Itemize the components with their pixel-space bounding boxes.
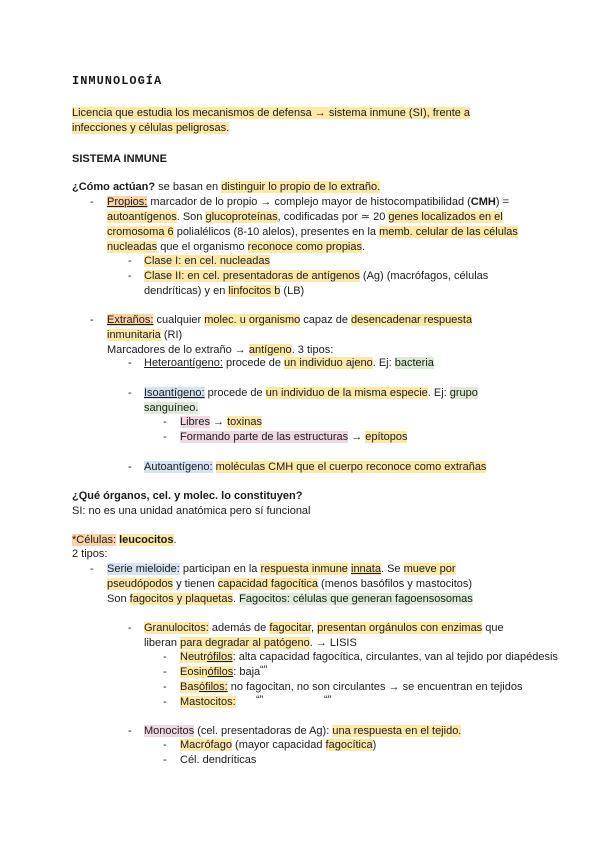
intro-line-1 — [72, 106, 470, 120]
text: mueve por — [403, 563, 456, 575]
text: inmunitaria — [107, 329, 161, 341]
bullet-dash: - — [163, 651, 167, 663]
bullet-dash: - — [163, 696, 167, 708]
text: memb. celular de las células — [379, 226, 518, 238]
extranos-line-1 — [107, 313, 472, 327]
text: liberan — [144, 637, 181, 649]
question-label: ¿Cómo actúan? — [72, 181, 156, 193]
text: toxinas — [227, 416, 262, 428]
text: Clase II: — [144, 270, 185, 282]
text: procede de — [222, 357, 285, 369]
text: autoantígenos — [107, 211, 177, 223]
text: . Son — [176, 211, 206, 223]
propios-line-4 — [107, 240, 365, 254]
text: Fagocitos: células que generan fagoensosomas — [239, 593, 473, 605]
text: . Ej: — [372, 357, 395, 369]
bullet-dash: - — [90, 314, 94, 326]
text: . — [173, 534, 177, 546]
bullet-dash: - — [128, 461, 132, 473]
text: Clase I: — [144, 255, 182, 267]
bullet-dash: - — [128, 622, 132, 634]
text: polialélicos (8-10 alelos), presentes en la — [173, 226, 380, 238]
text: Formando parte de las estructuras — [180, 431, 349, 443]
extranos-line-2 — [107, 328, 182, 342]
intro-line-2 — [72, 121, 229, 135]
text: , codificadas por ≃ 20 — [277, 211, 389, 223]
text: fagocitar — [269, 622, 311, 634]
text: capaz de — [300, 314, 351, 326]
granulocitos-line-1 — [144, 621, 504, 635]
bullet-dash: - — [90, 563, 94, 575]
neutrofilos-line — [180, 650, 558, 664]
intro-text: Licencia que estudia los mecanismos de defensa → sistema inmune (SI), frente a — [72, 107, 471, 119]
text: ófilos: — [198, 681, 228, 693]
text: innata — [351, 563, 381, 575]
text: Autoantígeno: — [144, 461, 213, 473]
macrofago-line — [180, 738, 376, 752]
bullet-dash: - — [128, 357, 132, 369]
text: Mastocitos: — [180, 696, 236, 708]
text: moléculas CMH que el cuerpo reconoce como extrañas — [215, 461, 487, 473]
text: fagocitos y plaquetas — [129, 593, 233, 605]
cells-line — [72, 533, 177, 547]
mieloide-line-2 — [107, 577, 472, 591]
text: reconoce como propias — [247, 241, 362, 253]
text: Isoantígeno: — [144, 387, 205, 399]
question-how-act — [72, 180, 380, 194]
propios-label: Propios: — [107, 196, 148, 208]
text: pseudópodos — [107, 578, 174, 590]
bullet-dash: - — [128, 255, 132, 267]
text: en cel. nucleadas — [181, 255, 270, 267]
text: marcador de lo propio → complejo mayor de histocompatibilidad ( — [147, 196, 471, 208]
document-title: INMUNOLOGÍA — [72, 74, 163, 88]
text: (menos basófilos y mastocitos) — [318, 578, 473, 590]
bullet-dash: - — [128, 270, 132, 282]
text: nucleadas — [107, 241, 158, 253]
text: Neutr — [180, 651, 207, 663]
text: CMH — [470, 196, 496, 208]
text: procede de — [204, 387, 266, 399]
text: Heteroantígeno: — [144, 357, 223, 369]
text: genes localizados en el — [388, 211, 503, 223]
autoantigeno-line — [144, 460, 486, 474]
two-types: 2 tipos: — [72, 548, 108, 560]
propios-line-3 — [107, 225, 518, 239]
text: leucocitos — [119, 534, 174, 546]
clase-ii-line — [144, 269, 488, 283]
text: además de — [208, 622, 270, 634]
text: en cel. presentadoras de antígenos — [184, 270, 360, 282]
bullet-dash: - — [163, 416, 167, 428]
bullet-dash: - — [163, 666, 167, 678]
text: grupo — [449, 387, 478, 399]
dendriticas-line: Cél. dendríticas — [180, 754, 257, 766]
bullet-dash: - — [90, 196, 94, 208]
text: que — [482, 622, 504, 634]
text: (mayor capacidad — [231, 739, 326, 751]
formando-line — [180, 430, 407, 444]
text: Marcadores de lo extraño → — [107, 344, 249, 356]
text: ) — [372, 739, 377, 751]
text: glucoproteínas — [205, 211, 278, 223]
text: y tienen — [173, 578, 218, 590]
text: ófilos — [207, 666, 234, 678]
text: *Células: — [72, 534, 117, 546]
text: bacteria — [394, 357, 434, 369]
text: . Se — [380, 563, 404, 575]
text: que el organismo — [157, 241, 248, 253]
text: Bas — [180, 681, 199, 693]
text: (LB) — [280, 285, 305, 297]
text: una respuesta en el tejido. — [332, 725, 462, 737]
clase-i-line — [144, 254, 270, 268]
clase-ii-line-2 — [144, 284, 304, 298]
mastocitos-line — [180, 695, 236, 709]
basofilos-line — [180, 680, 522, 694]
isoantigeno-line-2 — [144, 401, 198, 415]
bullet-dash: - — [163, 681, 167, 693]
heteroantigeno-line — [144, 356, 434, 370]
libres-line — [180, 415, 262, 429]
text: molec. u organismo — [204, 314, 301, 326]
text: Macrófago — [180, 739, 232, 751]
text: . 3 tipos: — [291, 344, 334, 356]
text: ófilos — [206, 651, 233, 663]
text: un individuo ajeno — [284, 357, 373, 369]
text: dendríticas) y en — [144, 285, 229, 297]
propios-line-2 — [107, 210, 503, 224]
eosinofilos-line — [180, 665, 260, 679]
text: fagocítica — [325, 739, 373, 751]
si-note: SI: no es una unidad anatómica pero sí funcional — [72, 505, 311, 517]
text: : alta capacidad fagocítica, circulantes, van al tejido por diapédesis — [232, 651, 558, 663]
question-highlight: distinguir lo propio de lo extraño. — [221, 181, 381, 193]
extranos-line-3 — [107, 343, 333, 357]
text: participan en la — [179, 563, 261, 575]
bullet-dash: - — [163, 739, 167, 751]
text: Libres — [180, 416, 210, 428]
question-text: se basan en — [155, 181, 222, 193]
isoantigeno-line — [144, 386, 478, 400]
text: antígeno — [248, 344, 292, 356]
text: (Ag) (macrófagos, células — [359, 270, 489, 282]
text: desencadenar respuesta — [351, 314, 473, 326]
text: (RI) — [160, 329, 183, 341]
bullet-dash: - — [163, 431, 167, 443]
text: . — [362, 241, 366, 253]
text: cromosoma 6 — [107, 226, 174, 238]
text: , — [310, 622, 318, 634]
text: → — [209, 416, 228, 428]
text: (cel. presentadoras de Ag): — [194, 725, 333, 737]
granulocitos-line-2 — [144, 636, 357, 650]
extranos-label: Extraños: — [107, 314, 154, 326]
text: presentan orgánulos con enzimas — [317, 622, 483, 634]
intro-text: infecciones y células peligrosas. — [72, 122, 230, 134]
text: ) = — [495, 196, 510, 208]
text: cualquier — [153, 314, 205, 326]
text: un individuo de la misma especie — [265, 387, 428, 399]
text: capacidad fagocítica — [217, 578, 318, 590]
text: . Ej: — [427, 387, 450, 399]
text: sanguíneo. — [144, 402, 199, 414]
bullet-dash: - — [128, 387, 132, 399]
text: para degradar al patógeno — [180, 637, 310, 649]
section-heading: SISTEMA INMUNE — [72, 153, 167, 165]
text: Serie mieloide: — [107, 563, 180, 575]
ditto-mark: “” — [324, 694, 332, 706]
bullet-dash: - — [163, 754, 167, 766]
mieloide-line-1 — [107, 562, 456, 576]
text: Monocitos — [144, 725, 195, 737]
mieloide-line-3 — [107, 592, 473, 606]
ditto-mark: “” — [256, 694, 264, 706]
text: : baja — [233, 666, 261, 678]
ditto-mark: “” — [260, 664, 268, 676]
text: . — [233, 593, 240, 605]
text: . → LISIS — [309, 637, 357, 649]
text: respuesta inmune — [260, 563, 348, 575]
text: Son — [107, 593, 130, 605]
text: no fagocitan, no son circulantes → se encuentran en tejidos — [227, 681, 523, 693]
text: Granulocitos: — [144, 622, 209, 634]
question-organs: ¿Qué órganos, cel. y molec. lo constituyen? — [72, 490, 303, 502]
propios-line-1 — [107, 195, 509, 209]
text: linfocitos b — [228, 285, 281, 297]
text: epítopos — [365, 431, 408, 443]
bullet-dash: - — [128, 725, 132, 737]
monocitos-line — [144, 724, 461, 738]
text: Eosin — [180, 666, 208, 678]
text: → — [348, 431, 366, 443]
